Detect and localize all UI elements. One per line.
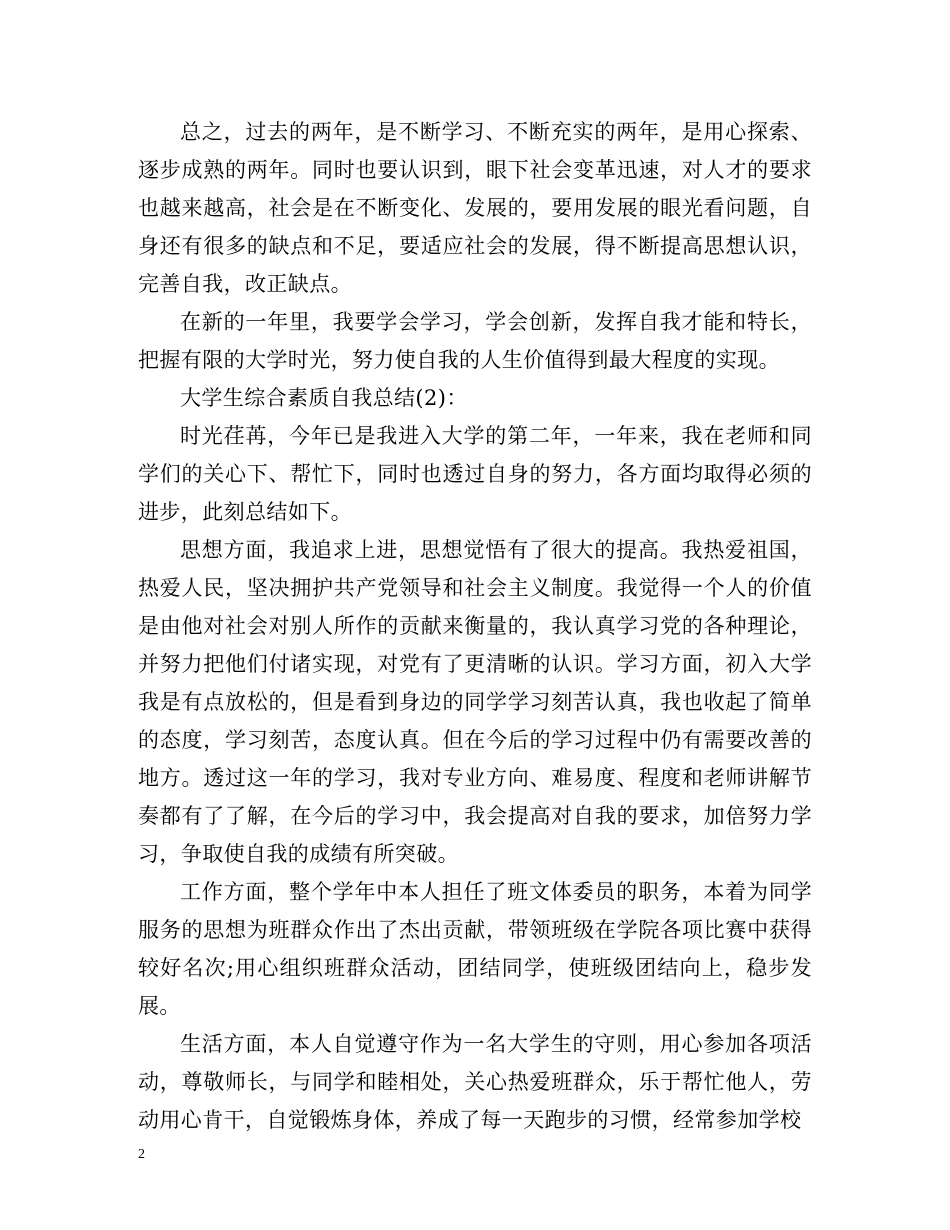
- paragraph-life: 生活方面，本人自觉遵守作为一名大学生的守则，用心参加各项活动，尊敬师长，与同学和睦相处，关心热爱班群众，乐于帮忙他人，劳动用心肯干，自觉锻炼身体，养成了每一天跑步的习惯，经常参加学校: [138, 1032, 812, 1132]
- section-heading: 大学生综合素质自我总结(2)：: [180, 386, 468, 410]
- paragraph-summary: 总之，过去的两年，是不断学习、不断充实的两年，是用心探索、逐步成熟的两年。同时也要认识到，眼下社会变革迅速，对人才的要求也越来越高，社会是在不断变化、发展的，要用发展的眼光看问题，自身还有很多的缺点和不足，要适应社会的发展，得不断提高思想认识，完善自我，改正缺点。: [138, 120, 812, 296]
- paragraph-work: 工作方面，整个学年中本人担任了班文体委员的职务，本着为同学服务的思想为班群众作出了杰出贡献，带领班级在学院各项比赛中获得较好名次;用心组织班群众活动，团结同学，使班级团结向上，稳步发展。: [138, 880, 812, 1018]
- document-body: [138, 113, 812, 1139]
- paragraph-new-year: 在新的一年里，我要学会学习，学会创新，发挥自我才能和特长，把握有限的大学时光，努力使自我的人生价值得到最大程度的实现。: [138, 310, 812, 372]
- paragraph-thought-study: 思想方面，我追求上进，思想觉悟有了很大的提高。我热爱祖国，热爱人民，坚决拥护共产党领导和社会主义制度。我觉得一个人的价值是由他对社会对别人所作的贡献来衡量的，我认真学习党的各种理论，并努力把他们付诸实现，对党有了更清晰的认识。学习方面，初入大学我是有点放松的，但是看到身边的同学学习刻苦认真，我也收起了简单的态度，学习刻苦，态度认真。但在今后的学习过程中仍有需要改善的地方。透过这一年的学习，我对专业方向、难易度、程度和老师讲解节奏都有了了解，在今后的学习中，我会提高对自我的要求，加倍努力学习，争取使自我的成绩有所突破。: [138, 538, 812, 866]
- paragraph-intro: 时光荏苒，今年已是我进入大学的第二年，一年来，我在老师和同学们的关心下、帮忙下，同时也透过自身的努力，各方面均取得必须的进步，此刻总结如下。: [138, 424, 812, 524]
- page-number: 2: [138, 1147, 145, 1162]
